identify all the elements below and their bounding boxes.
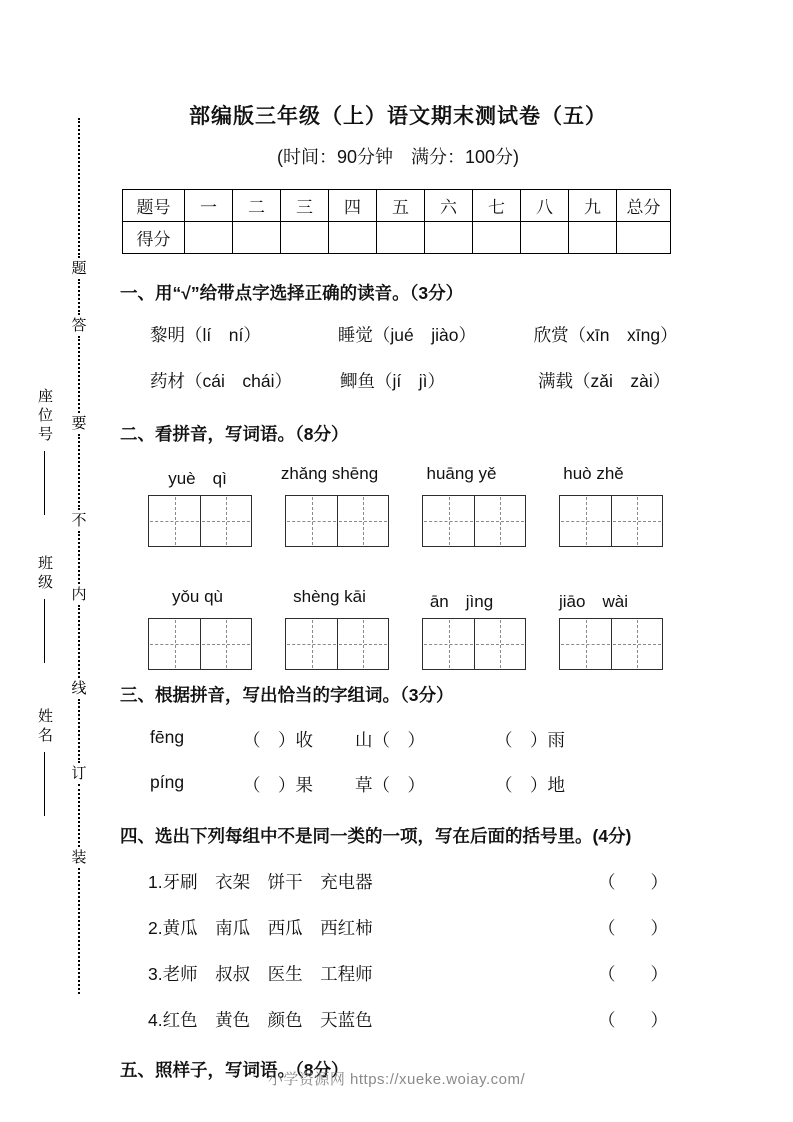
section4-item: [120, 1007, 668, 1032]
pinyin-row: [120, 587, 676, 612]
word-group: 1.牙刷 衣架 饼干 充电器: [148, 872, 373, 892]
section4-heading: 四、选出下列每组中不是同一类的一项，写在后面的括号里。(4分): [120, 826, 632, 846]
binding-char: 线: [71, 680, 87, 698]
score-table-header-cell: 四: [329, 190, 377, 222]
writing-grid-cell: [200, 496, 251, 546]
fill-blank-item: 山（ ）: [355, 730, 425, 750]
fill-blank-item: 草（ ）: [355, 775, 425, 795]
class-blank-line: [44, 599, 45, 663]
pinyin-label: huò zhě: [563, 464, 624, 483]
writing-grid: [422, 495, 526, 547]
class-label: 班级: [36, 555, 53, 593]
pinyin-label: píng: [150, 772, 185, 792]
word-group: 2.黄瓜 南瓜 西瓜 西红柿: [148, 918, 373, 938]
section5-heading: 五、照样子，写词语。（8分）: [120, 1060, 349, 1080]
pronunciation-item: 黎明（lí ní）: [150, 325, 261, 345]
pinyin-label: ān jìng: [429, 592, 494, 611]
answer-paren: （ ）: [598, 964, 668, 984]
writing-grid-cell: [560, 496, 611, 546]
writing-grid-cell: [423, 619, 474, 669]
score-empty-cell: [473, 222, 521, 254]
pinyin-row: [120, 464, 676, 489]
name-blank-line: [44, 752, 45, 816]
pronunciation-item: 睡觉（jué jiào）: [337, 325, 476, 345]
site-footer: 小学资源网 https://xueke.woiay.com/: [267, 1071, 526, 1088]
score-empty-cell: [329, 222, 377, 254]
pronunciation-item: 药材（cái chái）: [150, 371, 292, 391]
binding-dotted-segment: [78, 336, 80, 412]
writing-grid-cell: [200, 619, 251, 669]
page-subtitle: (时间：90分钟 满分：100分): [276, 147, 520, 167]
section4-item: [120, 869, 668, 894]
binding-dotted-segment: [78, 279, 80, 316]
pinyin-label: jiāo wài: [559, 592, 628, 611]
writing-grid-cell: [149, 619, 200, 669]
writing-grid-cell: [474, 496, 525, 546]
pinyin-label: yǒu qù: [171, 587, 224, 606]
binding-char: 订: [71, 764, 87, 782]
writing-grid-cell: [611, 619, 662, 669]
section4-item: [120, 915, 668, 940]
pinyin-label: fēng: [150, 727, 185, 747]
score-table-score-row: [123, 222, 671, 254]
pronunciation-item: 满载（zǎi zài）: [538, 371, 671, 391]
writing-grid: [285, 495, 389, 547]
writing-grid: [559, 495, 663, 547]
name-field: [34, 708, 55, 816]
section1-row: [120, 322, 676, 347]
name-label: 姓名: [36, 708, 53, 746]
seat-number-blank-line: [44, 451, 45, 515]
answer-paren: （ ）: [598, 918, 668, 938]
binding-char: 题: [71, 259, 87, 277]
fill-blank-item: （ ）果: [243, 775, 313, 795]
score-empty-cell: [185, 222, 233, 254]
pinyin-label: huāng yě: [426, 464, 497, 483]
writing-grid-row: [120, 495, 676, 547]
writing-grid-row: [120, 618, 676, 670]
score-empty-cell: [233, 222, 281, 254]
writing-grid-cell: [337, 496, 388, 546]
main-content: [120, 0, 676, 1082]
score-empty-cell: [281, 222, 329, 254]
writing-grid-cell: [474, 619, 525, 669]
score-table-header-cell: 五: [377, 190, 425, 222]
writing-grid: [422, 618, 526, 670]
writing-grid: [148, 618, 252, 670]
section3-row: [120, 727, 676, 752]
pronunciation-item: 欣赏（xīn xīng）: [533, 325, 678, 345]
binding-char: 不: [71, 512, 87, 530]
binding-char: 要: [71, 414, 87, 432]
binding-char: 装: [71, 848, 87, 866]
score-table: [122, 189, 671, 254]
score-table-header-cell: 八: [521, 190, 569, 222]
binding-dotted-segment: [78, 784, 80, 847]
score-table-header-cell: 题号: [123, 190, 185, 222]
binding-dotted-segment: [78, 531, 80, 584]
score-table-header-cell: 一: [185, 190, 233, 222]
score-table-header-cell: 二: [233, 190, 281, 222]
section3-heading: 三、根据拼音，写出恰当的字组词。（3分）: [120, 685, 454, 705]
binding-dotted-segment: [78, 868, 80, 994]
score-table-header-cell: 九: [569, 190, 617, 222]
section3-row: [120, 772, 676, 797]
score-table-header-cell: 三: [281, 190, 329, 222]
answer-paren: （ ）: [598, 872, 668, 892]
answer-paren: （ ）: [598, 1010, 668, 1030]
binding-char: 内: [71, 586, 87, 604]
seat-number-label: 座位号: [36, 388, 53, 445]
score-row-label: 得分: [123, 222, 185, 254]
writing-grid-cell: [423, 496, 474, 546]
fill-blank-item: （ ）雨: [495, 730, 565, 750]
writing-grid-cell: [337, 619, 388, 669]
score-empty-cell: [521, 222, 569, 254]
section1-heading: 一、用“√”给带点字选择正确的读音。（3分）: [120, 283, 464, 303]
writing-grid-cell: [149, 496, 200, 546]
section1-row: [120, 368, 676, 393]
score-empty-cell: [569, 222, 617, 254]
binding-dotted-segment: [78, 605, 80, 678]
section4-item: [120, 961, 668, 986]
binding-dotted-segment: [78, 699, 80, 762]
pinyin-label: shèng kāi: [293, 587, 366, 606]
score-empty-cell: [377, 222, 425, 254]
binding-line: [70, 118, 88, 994]
score-table-header-cell: 七: [473, 190, 521, 222]
writing-grid: [285, 618, 389, 670]
seat-number-field: [34, 388, 55, 515]
pronunciation-item: 鲫鱼（jí jì）: [340, 371, 445, 391]
score-table-header-cell: 总分: [617, 190, 671, 222]
score-empty-cell: [617, 222, 671, 254]
class-field: [34, 555, 55, 663]
word-group: 3.老师 叔叔 医生 工程师: [148, 964, 373, 984]
score-empty-cell: [425, 222, 473, 254]
pinyin-label: zhǎng shēng: [280, 464, 379, 483]
writing-grid-cell: [286, 496, 337, 546]
page-title: 部编版三年级（上）语文期末测试卷（五）: [189, 105, 607, 128]
writing-grid: [148, 495, 252, 547]
section2-heading: 二、看拼音，写词语。（8分）: [120, 424, 349, 444]
binding-char: 答: [71, 317, 87, 335]
writing-grid-cell: [611, 496, 662, 546]
writing-grid-cell: [286, 619, 337, 669]
binding-dotted-segment: [78, 118, 80, 258]
writing-grid-cell: [560, 619, 611, 669]
writing-grid: [559, 618, 663, 670]
pinyin-label: yuè qì: [168, 469, 227, 488]
binding-dotted-segment: [78, 434, 80, 510]
word-group: 4.红色 黄色 颜色 天蓝色: [148, 1010, 373, 1030]
score-table-header-cell: 六: [425, 190, 473, 222]
fill-blank-item: （ ）地: [495, 775, 565, 795]
score-table-header-row: [123, 190, 671, 222]
fill-blank-item: （ ）收: [243, 730, 313, 750]
